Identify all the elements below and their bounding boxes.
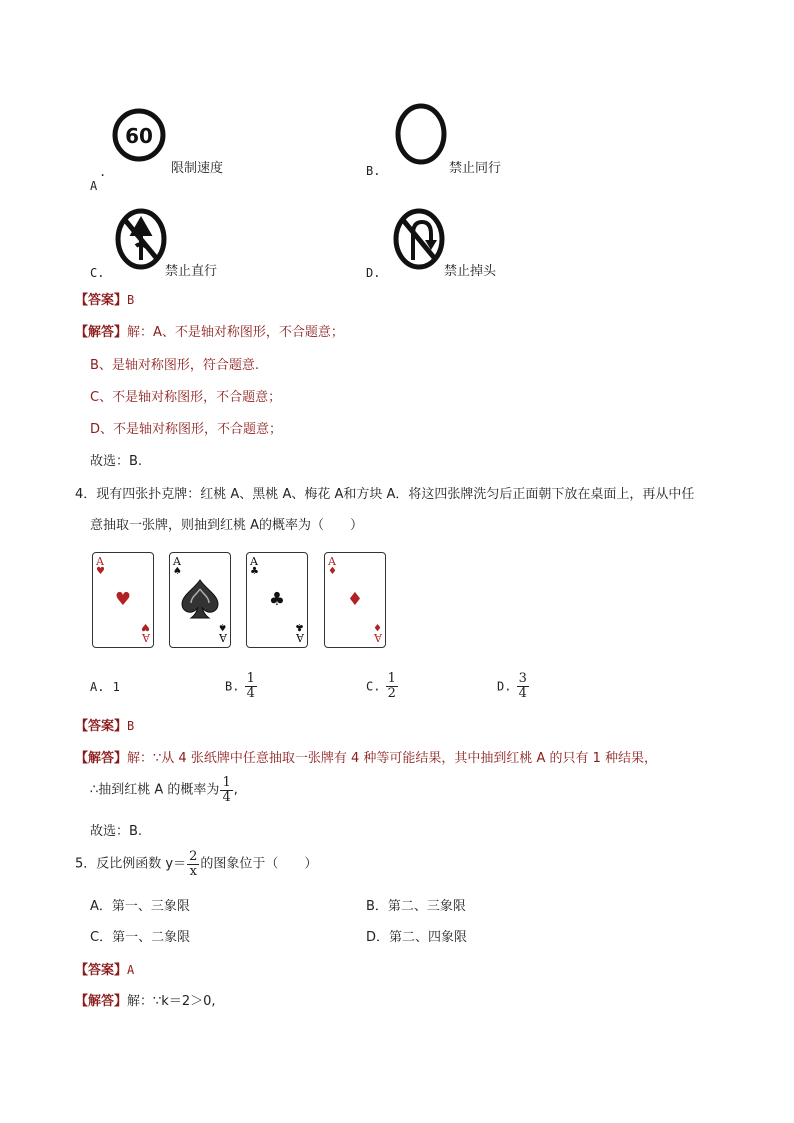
card-pip-icon: ♥ <box>96 566 105 577</box>
stem-text: 反比例函数 y＝ <box>96 856 187 872</box>
q3-solution-line-4: D、不是轴对称图形，不合题意； <box>90 422 283 437</box>
fraction-numerator: 3 <box>518 671 527 686</box>
option-letter-a: A <box>90 179 98 193</box>
card-rank: A <box>96 555 104 568</box>
answer-value: A <box>127 963 135 977</box>
q5-stem <box>75 850 317 879</box>
fraction-numerator: 2 <box>189 849 198 864</box>
q5-option-b: B．第二、三象限 <box>366 899 466 914</box>
q4-option-d <box>497 672 530 701</box>
q3-solution-line-3: C、不是轴对称图形，不合题意； <box>90 390 282 405</box>
option-label-b: 禁止同行 <box>449 161 502 176</box>
no-u-turn-sign-icon <box>392 206 446 272</box>
answer-tag: 【答案】 <box>75 963 128 978</box>
q4-solution-line-1 <box>75 751 657 767</box>
fraction-denominator: x <box>189 864 197 879</box>
option-fraction <box>245 672 257 701</box>
option-label-d: 禁止掉头 <box>444 264 497 279</box>
card-ace-of-spades <box>169 552 231 648</box>
card-pip-icon: ♠ <box>173 566 182 577</box>
q4-stem-line-1 <box>75 487 694 503</box>
option-letter-b: B. <box>366 164 381 178</box>
card-rank: A <box>328 555 336 568</box>
stem-fraction <box>187 850 199 879</box>
card-rank: A <box>296 631 304 644</box>
fraction-denominator: 4 <box>246 686 255 701</box>
option-letter: C. <box>366 679 381 694</box>
q5-answer <box>75 962 134 979</box>
card-pip-icon: ♣ <box>295 621 304 632</box>
solution-tag: 【解答】 <box>75 994 128 1009</box>
fraction-numerator: 1 <box>222 775 231 790</box>
card-rank: A <box>250 555 258 568</box>
option-label-c: 禁止直行 <box>165 264 218 279</box>
card-rank: A <box>219 631 227 644</box>
card-ace-of-diamonds <box>324 552 386 648</box>
solution-text: , <box>233 782 238 798</box>
solution-text: 解：∵从 4 张纸牌中任意抽取一张牌有 4 种等可能结果，其中抽到红桃 A 的只有 1 种结果， <box>127 751 658 766</box>
option-fraction <box>517 672 529 701</box>
hearts-icon: ♥ <box>114 589 132 610</box>
stem-text: 现有四张扑克牌：红桃 A、黑桃 A、梅花 A和方块 A．将这四张牌洗匀后正面朝下放在桌面上，再从中任 <box>96 487 695 502</box>
option-letter: A. <box>90 680 105 694</box>
card-pip-icon: ♦ <box>328 566 337 577</box>
fraction-denominator: 4 <box>518 686 527 701</box>
answer-value: B <box>127 719 135 733</box>
q4-answer <box>75 718 134 735</box>
option-letter-d: D. <box>366 266 381 280</box>
q5-option-d: D．第二、四象限 <box>366 930 468 945</box>
q4-option-c <box>366 672 399 701</box>
solution-text: 解：A、不是轴对称图形，不合题意； <box>127 325 344 340</box>
option-letter: B. <box>225 679 240 694</box>
option-label-a: 限制速度 <box>171 161 224 176</box>
q5-option-c: C．第一、二象限 <box>90 930 191 945</box>
option-letter: D. <box>497 679 512 694</box>
card-rank: A <box>173 555 181 568</box>
clubs-icon: ♣ <box>268 589 286 610</box>
answer-tag: 【答案】 <box>75 719 128 734</box>
q4-stem-line-2: 意抽取一张牌，则抽到红桃 A的概率为（ ） <box>90 518 364 533</box>
q3-solution-line-2: B、是轴对称图形，符合题意. <box>90 358 260 373</box>
q4-option-b <box>225 672 258 701</box>
solution-tag: 【解答】 <box>75 751 128 766</box>
card-ace-of-clubs <box>246 552 308 648</box>
stem-text: 的图象位于（ ） <box>200 856 318 872</box>
diamonds-icon: ♦ <box>346 589 364 610</box>
card-pip-icon: ♠ <box>218 621 227 632</box>
spades-icon <box>170 577 230 621</box>
solution-text: 解：∵k＝2＞0, <box>127 994 216 1009</box>
speed-limit-value: 60 <box>125 124 153 148</box>
q5-option-a: A．第一、三象限 <box>90 899 190 914</box>
q4-option-a <box>90 679 120 696</box>
answer-tag: 【答案】 <box>75 293 128 308</box>
speed-limit-sign-icon <box>112 108 166 162</box>
option-fraction <box>386 672 398 701</box>
card-rank: A <box>142 631 150 644</box>
card-pip-icon: ♦ <box>373 621 382 632</box>
solution-fraction <box>220 776 232 805</box>
question-number: 5． <box>75 856 97 872</box>
q3-solution-line-5: 故选：B. <box>90 454 143 469</box>
q5-solution-line-1 <box>75 994 216 1010</box>
card-ace-of-hearts <box>92 552 154 648</box>
question-number: 4． <box>75 487 97 502</box>
solution-tag: 【解答】 <box>75 325 128 340</box>
answer-value: B <box>127 293 135 307</box>
no-entry-sign-icon <box>394 102 448 166</box>
option-value: 1 <box>112 680 120 694</box>
no-straight-sign-icon <box>114 206 168 272</box>
q3-solution-line-1 <box>75 325 344 341</box>
solution-text: ∴抽到红桃 A 的概率为 <box>90 782 220 798</box>
fraction-numerator: 1 <box>246 671 255 686</box>
q4-solution-line-2 <box>90 776 238 805</box>
card-rank: A <box>374 631 382 644</box>
card-pip-icon: ♣ <box>250 566 259 577</box>
q4-solution-line-3: 故选：B. <box>90 824 143 839</box>
fraction-denominator: 2 <box>387 686 396 701</box>
card-pip-icon: ♥ <box>141 621 150 632</box>
option-letter-c: C. <box>90 266 105 280</box>
option-dot: . <box>99 165 107 179</box>
q3-answer <box>75 292 134 309</box>
fraction-denominator: 4 <box>222 790 231 805</box>
fraction-numerator: 1 <box>387 671 396 686</box>
